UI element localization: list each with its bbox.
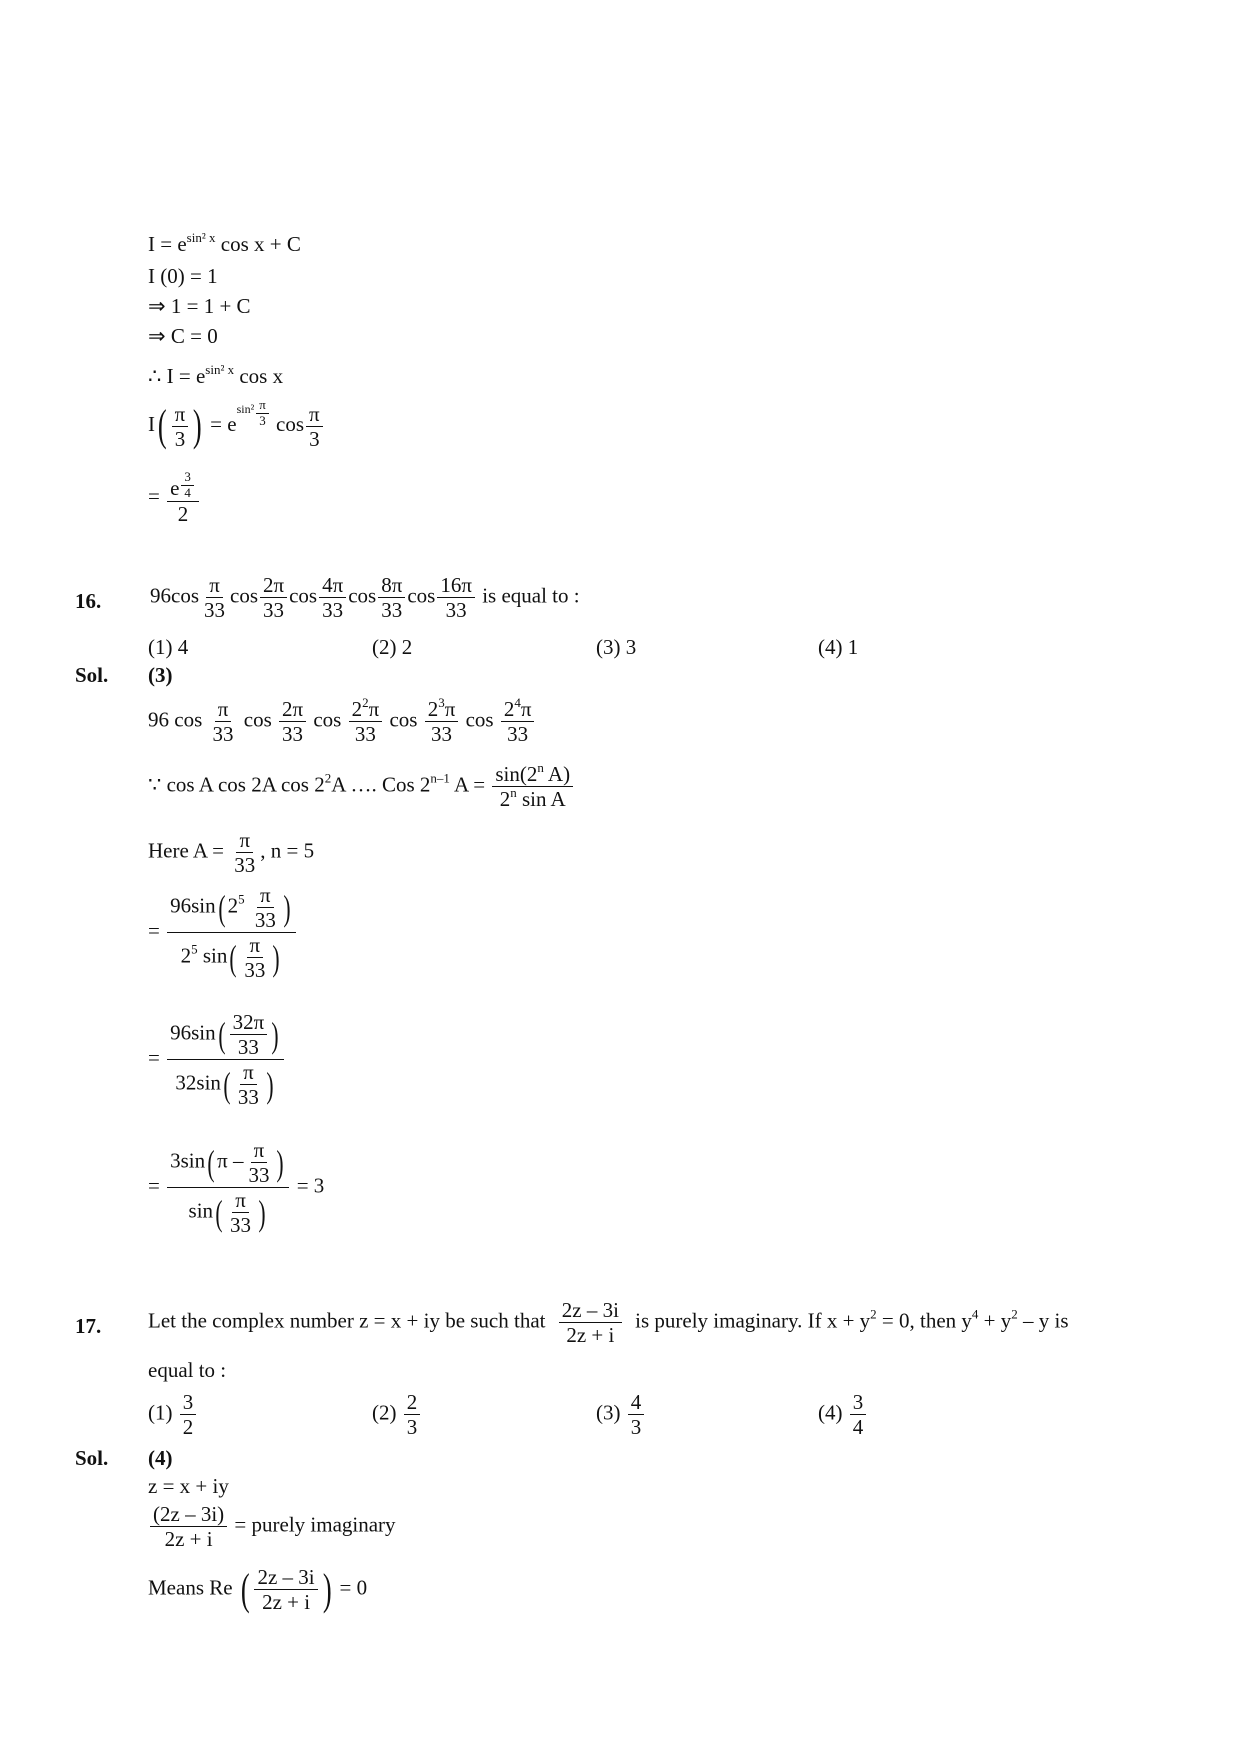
question-17-text: Let the complex number z = x + iy be such that $\frac{2z - 3i}{2z + i}$ is purely imaginary. If $x + y^2 = 0$, then $y^4 + y^2 - y$ is — [148, 1298, 1069, 1348]
sol16-step-3: = 3sin( π – $\frac{\pi}{33}$ ) sin( $\frac{\pi}{33}$ ) = 3 — [148, 1138, 325, 1238]
sol17-line-1: z = x + iy — [148, 1474, 229, 1498]
question-17-text-cont: equal to : — [148, 1358, 227, 1382]
option-4: (4) $\frac{3}{4}$ — [818, 1390, 868, 1439]
question-number: 17. — [75, 1314, 102, 1338]
solution-answer: (3) — [148, 663, 173, 687]
option-1: (1) 4 — [148, 635, 189, 659]
question-16-expression: 96cos $\frac{\pi}{33}$ cos $\frac{2\pi}{33}$ cos $\frac{4\pi}{33}$ cos $\frac{8\pi}{33}$ cos $\frac{16\pi}{33}$ is equal to : — [150, 573, 580, 623]
option-3: (3) 3 — [596, 635, 637, 659]
sol16-line-1: 96 cos $\frac{\pi}{33}$ cos $\frac{2\pi}{33}$ cos $\frac{2^2\pi}{33}$ cos $\frac{2^3\pi}{33}$ cos $\frac{2^4\pi}{33}$ — [148, 697, 536, 746]
option-4: (4) 1 — [818, 635, 859, 659]
solution-answer: (4) — [148, 1446, 173, 1470]
eq-line-5: ∴ $I = e^{sin^2 x}$ cos x — [148, 362, 284, 388]
sol16-here: Here A = $\frac{\pi}{33}$ , n = 5 — [148, 828, 315, 878]
sol16-step-2: = 96sin( $\frac{32\pi}{33}$ ) 32sin( $\frac{\pi}{33}$ ) — [148, 1010, 286, 1110]
solution-label: Sol. — [75, 663, 109, 687]
sol17-line-2: $\frac{(2z - 3i)}{2z + i}$ = purely imaginary — [148, 1502, 396, 1551]
eq-line-4: ⇒ C = 0 — [148, 324, 218, 348]
option-2: (2) $\frac{2}{3}$ — [372, 1390, 422, 1439]
option-1: (1) $\frac{3}{2}$ — [148, 1390, 198, 1439]
option-2: (2) 2 — [372, 635, 413, 659]
sol17-line-3: Means Re ( $\frac{2z - 3i}{2z + i}$ ) = 0 — [148, 1564, 368, 1615]
eq-line-6: I( $\frac{\pi}{3}$ ) = esin² $\frac{\pi}{3}$ cos $\frac{\pi}{3}$ — [148, 398, 325, 451]
eq-line-1: $I = e^{sin^2 x}$ cos x + C — [148, 230, 301, 256]
question-number: 16. — [75, 589, 102, 613]
eq-line-3: ⇒ 1 = 1 + C — [148, 294, 251, 318]
sol16-step-1: = 96sin( $2^5$ $\frac{\pi}{33}$ ) $2^5$ sin( $\frac{\pi}{33}$ ) — [148, 883, 298, 983]
sol16-identity: ∵ cos A cos 2A $\cos 2^2A$ …. Cos 2$^{n-1}$ A = $\frac{\sin(2^n A)}{2^n \sin A}$ — [148, 762, 575, 811]
eq-line-7: = e $\frac{3}{4}$ 2 — [148, 470, 201, 526]
option-3: (3) $\frac{4}{3}$ — [596, 1390, 646, 1439]
eq-line-2: I (0) = 1 — [148, 264, 218, 288]
solution-label: Sol. — [75, 1446, 109, 1470]
